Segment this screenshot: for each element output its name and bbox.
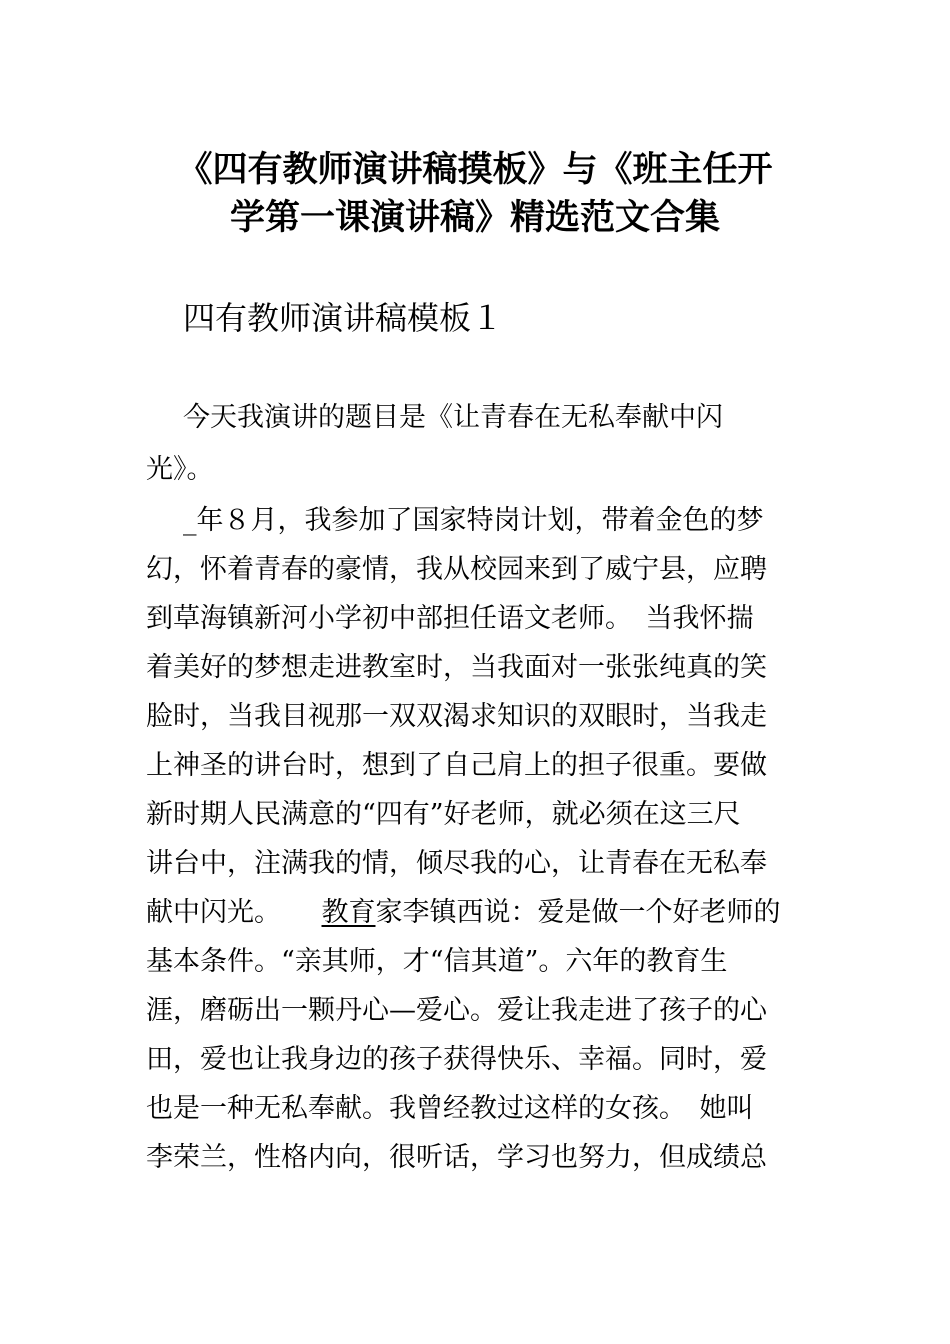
body-line: 光》。 [146,454,214,485]
body-line: 新时期人民满意的“四有”好老师，就必须在这三尺 [146,799,741,830]
body-line: 也是一种无私奉献。我曾经教过这样的女孩。 她叫 [146,1093,754,1124]
education-link[interactable]: 教育 [321,897,376,928]
body-line: 脸时，当我目视那一双双渴求知识的双眼时，当我走 [146,701,767,732]
body-line: 今天我演讲的题目是《让青春在无私奉献中闪 [183,402,723,433]
body-line: _年８月，我参加了国家特岗计划，带着金色的梦 [183,505,764,536]
document-title-line-1: 《四有教师演讲稿摸板》与《班主任开 [177,150,773,190]
document-title-line-2: 学第一课演讲稿》精选范文合集 [229,198,720,238]
body-line: 上神圣的讲台时，想到了自己肩上的担子很重。要做 [146,750,767,781]
body-line: 着美好的梦想走进教室时，当我面对一张张纯真的笑 [146,652,767,683]
body-line-end: 家李镇西说：爱是做一个好老师的 [375,897,781,928]
body-line: 田，爱也让我身边的孩子获得快乐、幸福。同时，爱 [146,1044,767,1075]
body-line: 幻，怀着青春的豪情，我从校园来到了威宁县，应聘 [146,554,767,585]
section-heading: 四有教师演讲稿模板１ [183,299,504,337]
body-line [146,896,810,930]
body-line: 涯，磨砺出一颗丹心—爱心。爱让我走进了孩子的心 [146,995,767,1026]
body-line: 基本条件。“亲其师，才“信其道”。六年的教育生 [146,946,728,977]
body-line: 到草海镇新河小学初中部担任语文老师。 当我怀揣 [146,603,754,634]
body-line: 李荣兰，性格内向，很听话，学习也努力，但成绩总 [146,1142,767,1173]
body-line-start: 献中闪光。 [146,897,322,928]
body-line: 讲台中，注满我的情，倾尽我的心，让青春在无私奉 [146,848,767,879]
